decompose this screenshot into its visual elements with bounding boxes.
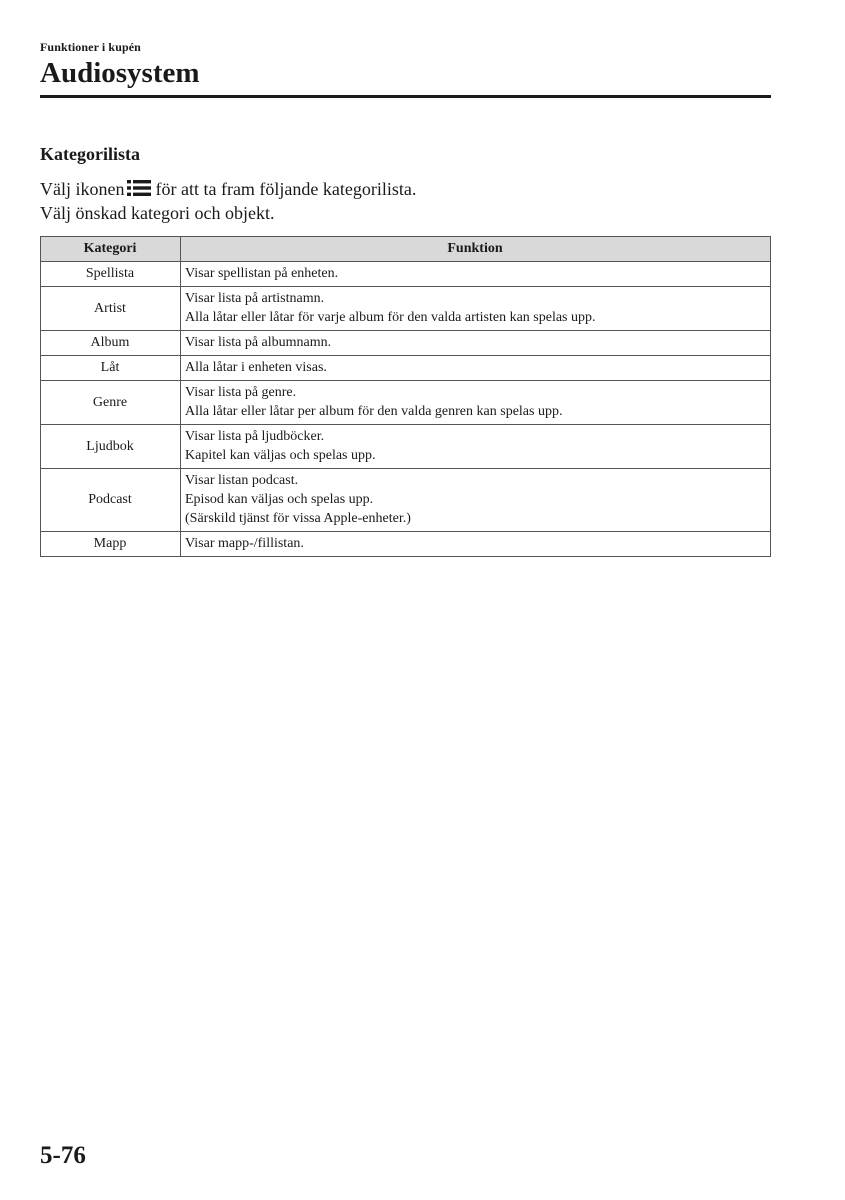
table-row <box>41 532 771 557</box>
column-header-category: Kategori <box>41 237 181 262</box>
function-line: (Särskild tjänst för vissa Apple-enheter.) <box>185 511 411 526</box>
category-cell: Artist <box>41 287 181 331</box>
page-title: Audiosystem <box>40 57 200 89</box>
function-line: Alla låtar i enheten visas. <box>185 360 327 375</box>
table-row <box>41 425 771 469</box>
category-cell: Spellista <box>41 262 181 287</box>
category-cell: Podcast <box>41 469 181 532</box>
category-cell: Album <box>41 331 181 356</box>
table-row <box>41 262 771 287</box>
category-table <box>40 236 771 557</box>
category-cell: Låt <box>41 356 181 381</box>
table-header-row <box>41 237 771 262</box>
title-rule <box>40 95 771 98</box>
function-line: Visar lista på artistnamn. <box>185 291 325 306</box>
page-number: 5-76 <box>40 1142 86 1169</box>
function-line: Episod kan väljas och spelas upp. <box>185 492 374 507</box>
function-line: Visar listan podcast. <box>185 473 299 488</box>
table-row <box>41 331 771 356</box>
function-line: Kapitel kan väljas och spelas upp. <box>185 448 376 463</box>
function-line: Visar lista på ljudböcker. <box>185 429 325 444</box>
function-cell <box>181 469 771 532</box>
function-cell <box>181 356 771 381</box>
function-line: Visar lista på genre. <box>185 385 297 400</box>
function-line: Visar mapp-/fillistan. <box>185 536 304 551</box>
function-cell <box>181 287 771 331</box>
function-cell <box>181 331 771 356</box>
table-row <box>41 381 771 425</box>
column-header-function: Funktion <box>181 237 771 262</box>
category-cell: Genre <box>41 381 181 425</box>
table-row <box>41 469 771 532</box>
function-cell <box>181 532 771 557</box>
table-body <box>41 262 771 557</box>
function-line: Alla låtar eller låtar per album för den valda genren kan spelas upp. <box>185 404 563 419</box>
category-list-heading: Kategorilista <box>40 144 140 164</box>
function-line: Visar lista på albumnamn. <box>185 335 332 350</box>
section-label: Funktioner i kupén <box>40 40 141 54</box>
table-row <box>41 356 771 381</box>
function-line: Visar spellistan på enheten. <box>185 266 339 281</box>
intro-text-before-icon: Välj ikonen <box>40 179 125 199</box>
category-cell: Mapp <box>41 532 181 557</box>
intro-text <box>40 177 416 225</box>
intro-line-1 <box>40 177 416 201</box>
function-cell <box>181 381 771 425</box>
list-icon <box>127 180 151 196</box>
intro-line-2: Välj önskad kategori och objekt. <box>40 203 275 223</box>
function-line: Alla låtar eller låtar för varje album för den valda artisten kan spelas upp. <box>185 310 596 325</box>
intro-text-after-icon: för att ta fram följande kategorilista. <box>155 179 417 199</box>
category-cell: Ljudbok <box>41 425 181 469</box>
table-row <box>41 287 771 331</box>
function-cell <box>181 425 771 469</box>
function-cell <box>181 262 771 287</box>
